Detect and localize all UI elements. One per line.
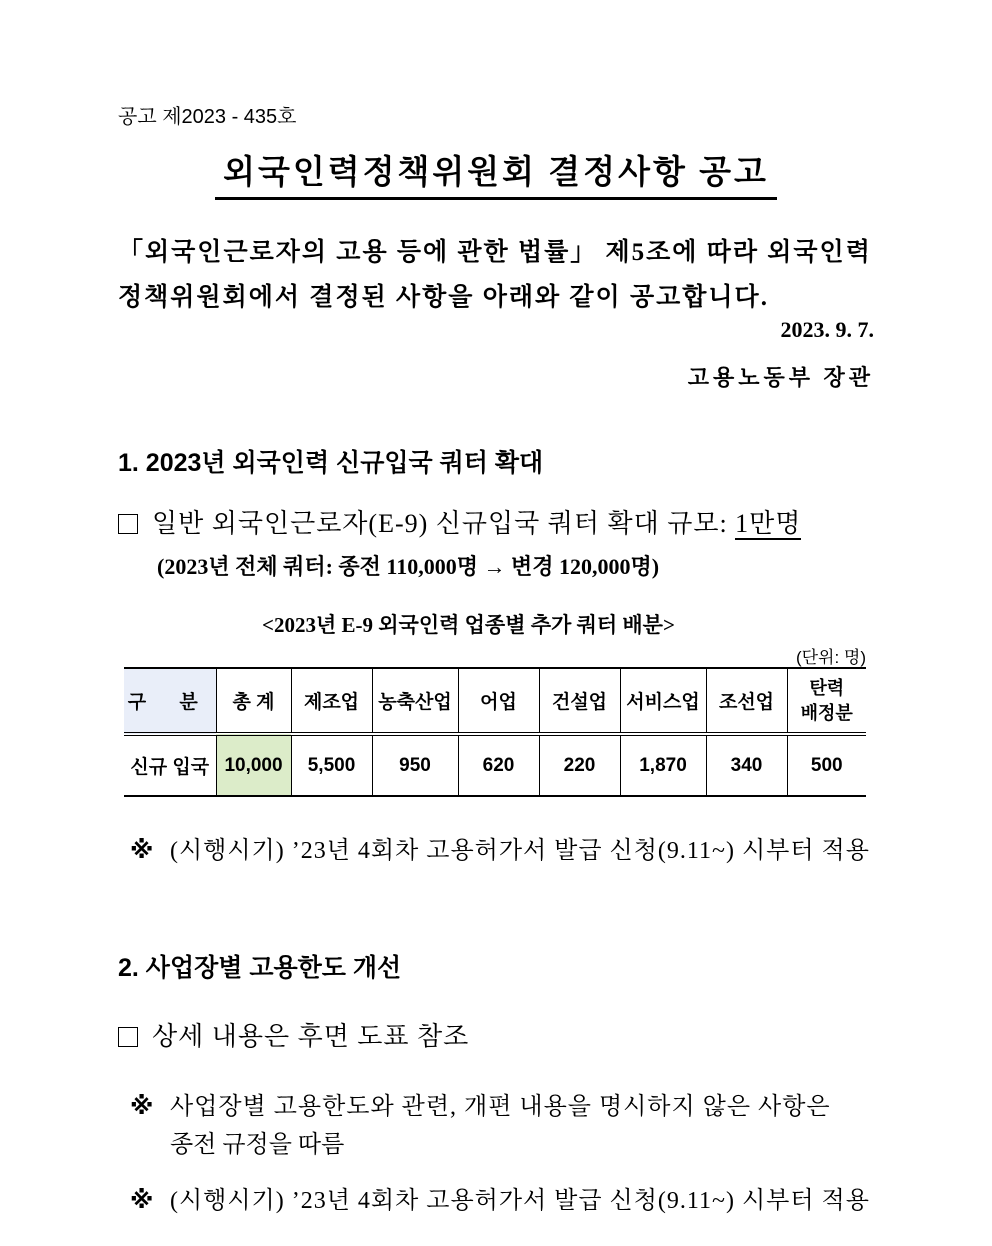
cell-flexible: 500: [787, 734, 866, 796]
detail-bullet-text: 상세 내용은 후면 도표 참조: [152, 1022, 470, 1051]
section-1-heading: 1. 2023년 외국인력 신규입국 쿼터 확대: [118, 449, 544, 477]
header-construction: 건설업: [539, 668, 620, 734]
reference-mark-icon: ※: [130, 836, 155, 864]
table-unit: (단위: 명): [795, 648, 866, 667]
row-label: 신규 입국: [124, 734, 216, 796]
section-2-note-1-continued: 종전 규정을 따름: [170, 1132, 345, 1158]
reference-mark-icon: ※: [130, 1092, 155, 1120]
header-manufacturing: 제조업: [291, 668, 372, 734]
header-flexible-allocation: 탄력 배정분: [787, 668, 866, 734]
reference-mark-icon: ※: [130, 1186, 155, 1214]
section-1-note: [130, 830, 870, 865]
section-2-note-1-text: 사업장별 고용한도와 관련, 개편 내용을 명시하지 않은 사항은: [170, 1094, 831, 1120]
cell-service: 1,870: [620, 734, 706, 796]
section-2-note-2-text: (시행시기) ’23년 4회차 고용허가서 발급 신청(9.11~) 시부터 적용: [170, 1188, 870, 1214]
header-shipbuilding: 조선업: [706, 668, 787, 734]
section-2-note-2: [130, 1180, 870, 1215]
cell-total: 10,000: [216, 734, 291, 796]
document-title: 외국인력정책위원회 결정사항 공고: [215, 146, 777, 200]
quota-total-note: (2023년 전체 쿼터: 종전 110,000명 → 변경 120,000명): [157, 554, 660, 579]
quota-table: [124, 667, 866, 797]
table-row: [124, 734, 866, 796]
checkbox-square-icon: [118, 514, 138, 534]
header-agriculture: 농축산업: [372, 668, 458, 734]
cell-shipbuilding: 340: [706, 734, 787, 796]
cell-fishery: 620: [458, 734, 539, 796]
quota-amount: 1만명: [735, 509, 802, 538]
intro-line-1: 「외국인근로자의 고용 등에 관한 법률」 제5조에 따라 외국인력: [118, 239, 872, 266]
header-category: 구 분: [124, 668, 216, 734]
detail-bullet: [118, 1016, 469, 1053]
cell-construction: 220: [539, 734, 620, 796]
cell-agriculture: 950: [372, 734, 458, 796]
cell-manufacturing: 5,500: [291, 734, 372, 796]
section-2-note-1: [130, 1086, 831, 1121]
intro-line-2: 정책위원회에서 결정된 사항을 아래와 같이 공고합니다.: [118, 284, 769, 311]
notice-number: 공고 제2023 - 435호: [118, 106, 297, 128]
table-header-row: [124, 668, 866, 734]
header-total: 총 계: [216, 668, 291, 734]
quota-bullet-text: 일반 외국인근로자(E-9) 신규입국 쿼터 확대 규모:: [152, 509, 736, 538]
checkbox-square-icon: [118, 1027, 138, 1047]
header-service: 서비스업: [620, 668, 706, 734]
table-caption: <2023년 E-9 외국인력 업종별 추가 쿼터 배분>: [262, 613, 675, 637]
section-2-heading: 2. 사업장별 고용한도 개선: [118, 954, 402, 982]
signer: 고용노동부 장관: [687, 365, 874, 390]
notice-date: 2023. 9. 7.: [780, 317, 874, 342]
section-1-note-text: (시행시기) ’23년 4회차 고용허가서 발급 신청(9.11~) 시부터 적용: [170, 838, 870, 864]
quota-bullet: [118, 503, 801, 540]
header-fishery: 어업: [458, 668, 539, 734]
